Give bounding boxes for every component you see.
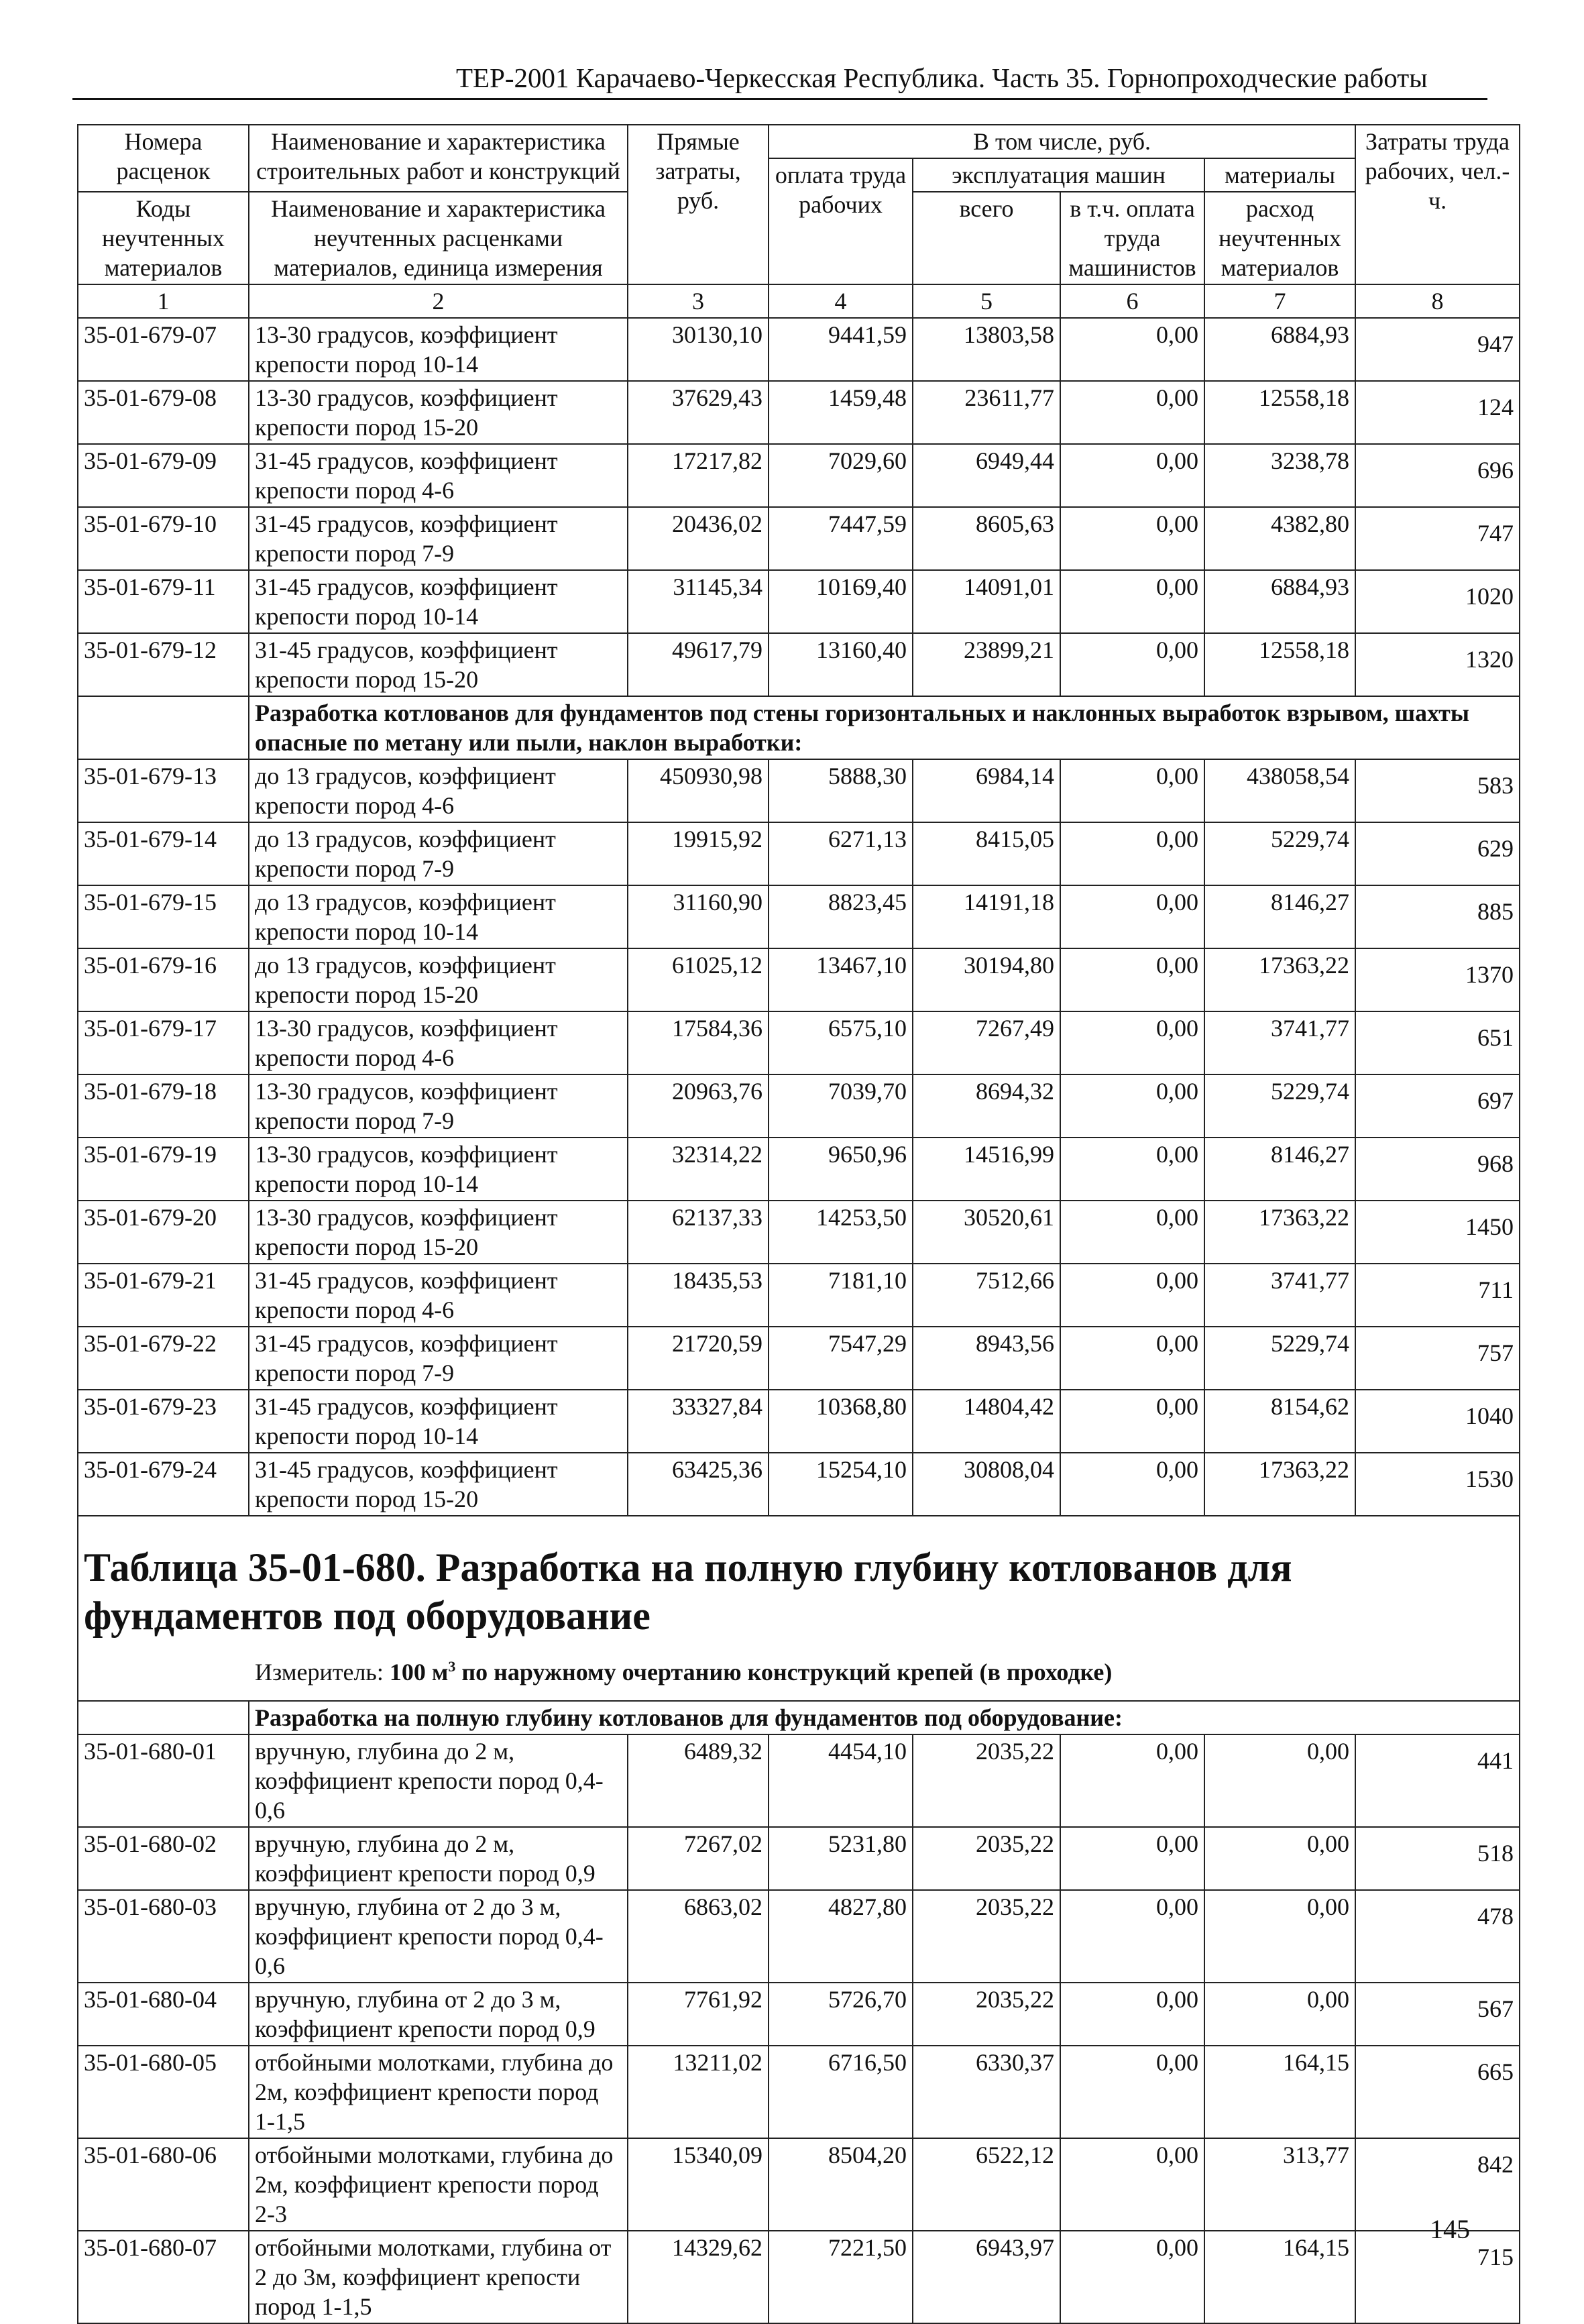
direct-costs: 450930,98 (628, 759, 769, 822)
rows-group-b (78, 759, 1520, 1516)
materials-cost: 6884,93 (1204, 318, 1355, 381)
machines-total: 6522,12 (913, 2138, 1060, 2231)
price-table (77, 124, 1520, 2324)
measure-label: Измеритель: (255, 1659, 384, 1685)
labor-hours: 665 (1355, 2046, 1520, 2138)
section-heading: Разработка котлованов для фундаментов под стены горизонтальных и наклонных выработок взрывом, шахты опасные по метану или пыли, наклон выработки: (249, 696, 1520, 759)
direct-costs: 21720,59 (628, 1327, 769, 1390)
labor-hours: 1530 (1355, 1453, 1520, 1516)
labor-pay: 8504,20 (769, 2138, 913, 2231)
rate-code: 35-01-680-06 (78, 2138, 249, 2231)
labor-pay: 7039,70 (769, 1074, 913, 1138)
labor-pay: 13160,40 (769, 633, 913, 696)
machines-labor-pay: 0,00 (1060, 885, 1204, 948)
column-index-row (78, 284, 1520, 318)
work-description: 13-30 градусов, коэффициент крепости пород 10-14 (249, 1138, 628, 1201)
work-description: 13-30 градусов, коэффициент крепости пород 15-20 (249, 381, 628, 444)
measure-description: по наружному очертанию конструкций крепей (в проходке) (461, 1659, 1113, 1685)
labor-hours: 1040 (1355, 1390, 1520, 1453)
rate-code: 35-01-680-01 (78, 1734, 249, 1827)
machines-total: 13803,58 (913, 318, 1060, 381)
labor-pay: 7029,60 (769, 444, 913, 507)
labor-hours: 1450 (1355, 1201, 1520, 1264)
materials-cost: 3741,77 (1204, 1011, 1355, 1074)
rows-group-c (78, 1734, 1520, 2323)
direct-costs: 13211,02 (628, 2046, 769, 2138)
rate-code: 35-01-679-12 (78, 633, 249, 696)
machines-total: 7267,49 (913, 1011, 1060, 1074)
materials-cost: 5229,74 (1204, 1327, 1355, 1390)
labor-hours: 124 (1355, 381, 1520, 444)
labor-pay: 5726,70 (769, 1983, 913, 2046)
table-row (78, 2231, 1520, 2323)
machines-labor-pay: 0,00 (1060, 1138, 1204, 1201)
machines-labor-pay: 0,00 (1060, 1011, 1204, 1074)
materials-cost: 4382,80 (1204, 507, 1355, 570)
labor-hours: 651 (1355, 1011, 1520, 1074)
machines-total: 6984,14 (913, 759, 1060, 822)
rate-code: 35-01-679-22 (78, 1327, 249, 1390)
machines-labor-pay: 0,00 (1060, 948, 1204, 1011)
table-row (78, 1011, 1520, 1074)
rate-code: 35-01-680-05 (78, 2046, 249, 2138)
materials-cost: 164,15 (1204, 2046, 1355, 2138)
machines-labor-pay: 0,00 (1060, 444, 1204, 507)
labor-hours: 583 (1355, 759, 1520, 822)
table-row (78, 1827, 1520, 1890)
column-index: 4 (769, 284, 913, 318)
machines-labor-pay: 0,00 (1060, 318, 1204, 381)
table-row (78, 885, 1520, 948)
direct-costs: 6489,32 (628, 1734, 769, 1827)
machines-total: 23611,77 (913, 381, 1060, 444)
machines-labor-pay: 0,00 (1060, 1734, 1204, 1827)
machines-labor-pay: 0,00 (1060, 1201, 1204, 1264)
machines-labor-pay: 0,00 (1060, 2231, 1204, 2323)
machines-total: 8415,05 (913, 822, 1060, 885)
machines-total: 30520,61 (913, 1201, 1060, 1264)
direct-costs: 14329,62 (628, 2231, 769, 2323)
labor-hours: 715 (1355, 2231, 1520, 2323)
work-description: 31-45 градусов, коэффициент крепости пород 10-14 (249, 1390, 628, 1453)
table-row (78, 1390, 1520, 1453)
work-description: отбойными молотками, глубина от 2 до 3м, коэффициент крепости пород 1-1,5 (249, 2231, 628, 2323)
machines-total: 30808,04 (913, 1453, 1060, 1516)
work-description: до 13 градусов, коэффициент крепости пород 4-6 (249, 759, 628, 822)
machines-total: 2035,22 (913, 1734, 1060, 1827)
machines-total: 7512,66 (913, 1264, 1060, 1327)
direct-costs: 61025,12 (628, 948, 769, 1011)
table-row (78, 1201, 1520, 1264)
col-machines-total: всего (913, 192, 1060, 284)
labor-pay: 14253,50 (769, 1201, 913, 1264)
labor-pay: 5888,30 (769, 759, 913, 822)
labor-pay: 9650,96 (769, 1138, 913, 1201)
direct-costs: 7761,92 (628, 1983, 769, 2046)
labor-pay: 6716,50 (769, 2046, 913, 2138)
materials-cost: 12558,18 (1204, 381, 1355, 444)
table-row (78, 318, 1520, 381)
table-row (78, 948, 1520, 1011)
materials-cost: 0,00 (1204, 1827, 1355, 1890)
labor-hours: 842 (1355, 2138, 1520, 2231)
table-680-heading (78, 1516, 1520, 1734)
running-header: ТЕР-2001 Карачаево-Черкесская Республика. Часть 35. Горнопроходческие работы (456, 62, 1428, 93)
table-row (78, 1983, 1520, 2046)
direct-costs: 37629,43 (628, 381, 769, 444)
labor-hours: 441 (1355, 1734, 1520, 1827)
rate-code: 35-01-679-07 (78, 318, 249, 381)
column-index: 3 (628, 284, 769, 318)
machines-labor-pay: 0,00 (1060, 1983, 1204, 2046)
header-rule (72, 98, 1487, 100)
rate-code: 35-01-680-02 (78, 1827, 249, 1890)
direct-costs: 63425,36 (628, 1453, 769, 1516)
labor-pay: 4454,10 (769, 1734, 913, 1827)
labor-hours: 947 (1355, 318, 1520, 381)
materials-cost: 12558,18 (1204, 633, 1355, 696)
page-number: 145 (1430, 2214, 1470, 2244)
machines-total: 2035,22 (913, 1827, 1060, 1890)
col-name-top: Наименование и характеристика строительных работ и конструкций (249, 125, 628, 192)
machines-total: 14516,99 (913, 1138, 1060, 1201)
labor-hours: 697 (1355, 1074, 1520, 1138)
materials-cost: 3741,77 (1204, 1264, 1355, 1327)
column-index: 6 (1060, 284, 1204, 318)
labor-pay: 10169,40 (769, 570, 913, 633)
labor-hours: 567 (1355, 1983, 1520, 2046)
labor-pay: 4827,80 (769, 1890, 913, 1983)
machines-labor-pay: 0,00 (1060, 822, 1204, 885)
machines-total: 2035,22 (913, 1983, 1060, 2046)
materials-cost: 0,00 (1204, 1983, 1355, 2046)
materials-cost: 164,15 (1204, 2231, 1355, 2323)
labor-hours: 478 (1355, 1890, 1520, 1983)
labor-hours: 1020 (1355, 570, 1520, 633)
table-row (78, 1734, 1520, 1827)
measure-unit (84, 1652, 1514, 1687)
machines-total: 30194,80 (913, 948, 1060, 1011)
labor-pay: 7547,29 (769, 1327, 913, 1390)
machines-total: 14191,18 (913, 885, 1060, 948)
table-row (78, 507, 1520, 570)
work-description: 31-45 градусов, коэффициент крепости пород 15-20 (249, 633, 628, 696)
direct-costs: 17584,36 (628, 1011, 769, 1074)
table-row (78, 822, 1520, 885)
col-materials: материалы (1204, 158, 1355, 192)
labor-pay: 13467,10 (769, 948, 913, 1011)
materials-cost: 313,77 (1204, 2138, 1355, 2231)
rate-code: 35-01-679-14 (78, 822, 249, 885)
measure-sup: 3 (448, 1658, 456, 1675)
col-labor-pay: оплата труда рабочих (769, 158, 913, 284)
rate-code: 35-01-679-17 (78, 1011, 249, 1074)
table-row (78, 633, 1520, 696)
materials-cost: 5229,74 (1204, 1074, 1355, 1138)
machines-labor-pay: 0,00 (1060, 1074, 1204, 1138)
table-row (78, 444, 1520, 507)
rate-code: 35-01-679-24 (78, 1453, 249, 1516)
rate-code: 35-01-679-11 (78, 570, 249, 633)
labor-hours: 518 (1355, 1827, 1520, 1890)
rate-code: 35-01-680-04 (78, 1983, 249, 2046)
work-description: 31-45 градусов, коэффициент крепости пород 4-6 (249, 1264, 628, 1327)
machines-total: 6330,37 (913, 2046, 1060, 2138)
direct-costs: 62137,33 (628, 1201, 769, 1264)
machines-total: 2035,22 (913, 1890, 1060, 1983)
column-index: 8 (1355, 284, 1520, 318)
work-description: 13-30 градусов, коэффициент крепости пород 10-14 (249, 318, 628, 381)
labor-hours: 1320 (1355, 633, 1520, 696)
labor-pay: 7447,59 (769, 507, 913, 570)
materials-cost: 438058,54 (1204, 759, 1355, 822)
materials-cost: 17363,22 (1204, 1453, 1355, 1516)
col-machines: эксплуатация машин (913, 158, 1204, 192)
work-description: 31-45 градусов, коэффициент крепости пород 10-14 (249, 570, 628, 633)
labor-hours: 757 (1355, 1327, 1520, 1390)
direct-costs: 19915,92 (628, 822, 769, 885)
measure-value: 100 м (389, 1659, 449, 1685)
direct-costs: 33327,84 (628, 1390, 769, 1453)
work-description: 31-45 градусов, коэффициент крепости пород 7-9 (249, 1327, 628, 1390)
table-row (78, 570, 1520, 633)
work-description: 13-30 градусов, коэффициент крепости пород 15-20 (249, 1201, 628, 1264)
work-description: до 13 градусов, коэффициент крепости пород 10-14 (249, 885, 628, 948)
direct-costs: 32314,22 (628, 1138, 769, 1201)
machines-labor-pay: 0,00 (1060, 2046, 1204, 2138)
work-description: вручную, глубина до 2 м, коэффициент крепости пород 0,4-0,6 (249, 1734, 628, 1827)
table-row (78, 2046, 1520, 2138)
direct-costs: 6863,02 (628, 1890, 769, 1983)
col-direct: Прямые затраты, руб. (628, 125, 769, 284)
col-machines-labor: в т.ч. оплата труда машинистов (1060, 192, 1204, 284)
machines-labor-pay: 0,00 (1060, 1453, 1204, 1516)
col-code-top: Номера расценок (78, 125, 249, 192)
column-index: 2 (249, 284, 628, 318)
materials-cost: 5229,74 (1204, 822, 1355, 885)
section-heading: Разработка на полную глубину котлованов для фундаментов под оборудование: (249, 1701, 1520, 1734)
table-row (78, 1264, 1520, 1327)
work-description: отбойными молотками, глубина до 2м, коэффициент крепости пород 1-1,5 (249, 2046, 628, 2138)
table-row (78, 1890, 1520, 1983)
column-index: 5 (913, 284, 1060, 318)
machines-labor-pay: 0,00 (1060, 1890, 1204, 1983)
rate-code: 35-01-679-19 (78, 1138, 249, 1201)
machines-labor-pay: 0,00 (1060, 1390, 1204, 1453)
machines-total: 6943,97 (913, 2231, 1060, 2323)
column-index: 1 (78, 284, 249, 318)
materials-cost: 17363,22 (1204, 1201, 1355, 1264)
work-description: отбойными молотками, глубина до 2м, коэффициент крепости пород 2-3 (249, 2138, 628, 2231)
work-description: 31-45 градусов, коэффициент крепости пород 7-9 (249, 507, 628, 570)
rate-code: 35-01-679-16 (78, 948, 249, 1011)
materials-cost: 8146,27 (1204, 885, 1355, 948)
rate-code: 35-01-679-18 (78, 1074, 249, 1138)
column-index: 7 (1204, 284, 1355, 318)
table-row (78, 1138, 1520, 1201)
rate-code: 35-01-679-10 (78, 507, 249, 570)
machines-labor-pay: 0,00 (1060, 1827, 1204, 1890)
work-description: 31-45 градусов, коэффициент крепости пород 15-20 (249, 1453, 628, 1516)
machines-total: 14804,42 (913, 1390, 1060, 1453)
direct-costs: 31160,90 (628, 885, 769, 948)
materials-cost: 17363,22 (1204, 948, 1355, 1011)
labor-pay: 1459,48 (769, 381, 913, 444)
direct-costs: 20436,02 (628, 507, 769, 570)
materials-cost: 8154,62 (1204, 1390, 1355, 1453)
work-description: до 13 градусов, коэффициент крепости пород 15-20 (249, 948, 628, 1011)
table-row (78, 2138, 1520, 2231)
rate-code: 35-01-679-13 (78, 759, 249, 822)
rate-code: 35-01-679-08 (78, 381, 249, 444)
table-row (78, 759, 1520, 822)
materials-cost: 6884,93 (1204, 570, 1355, 633)
col-code-bottom: Коды неучтенных материалов (78, 192, 249, 284)
direct-costs: 17217,82 (628, 444, 769, 507)
labor-pay: 7221,50 (769, 2231, 913, 2323)
labor-pay: 5231,80 (769, 1827, 913, 1890)
labor-hours: 968 (1355, 1138, 1520, 1201)
materials-cost: 0,00 (1204, 1890, 1355, 1983)
work-description: вручную, глубина от 2 до 3 м, коэффициент крепости пород 0,9 (249, 1983, 628, 2046)
direct-costs: 31145,34 (628, 570, 769, 633)
labor-hours: 696 (1355, 444, 1520, 507)
machines-labor-pay: 0,00 (1060, 381, 1204, 444)
machines-total: 8605,63 (913, 507, 1060, 570)
materials-cost: 3238,78 (1204, 444, 1355, 507)
machines-total: 23899,21 (913, 633, 1060, 696)
machines-labor-pay: 0,00 (1060, 759, 1204, 822)
labor-hours: 629 (1355, 822, 1520, 885)
labor-pay: 9441,59 (769, 318, 913, 381)
price-table-container (77, 124, 1519, 2324)
machines-total: 14091,01 (913, 570, 1060, 633)
labor-pay: 10368,80 (769, 1390, 913, 1453)
machines-labor-pay: 0,00 (1060, 507, 1204, 570)
machines-labor-pay: 0,00 (1060, 2138, 1204, 2231)
work-description: вручную, глубина до 2 м, коэффициент крепости пород 0,9 (249, 1827, 628, 1890)
labor-hours: 747 (1355, 507, 1520, 570)
table-row (78, 1327, 1520, 1390)
rate-code: 35-01-679-21 (78, 1264, 249, 1327)
table-row (78, 381, 1520, 444)
col-name-bottom: Наименование и характеристика неучтенных расценками материалов, единица измерения (249, 192, 628, 284)
work-description: до 13 градусов, коэффициент крепости пород 7-9 (249, 822, 628, 885)
col-labor: Затраты труда рабочих, чел.-ч. (1355, 125, 1520, 284)
materials-cost: 0,00 (1204, 1734, 1355, 1827)
rate-code: 35-01-679-20 (78, 1201, 249, 1264)
col-incl: В том числе, руб. (769, 125, 1355, 158)
col-materials-unaccounted: расход неучтенных материалов (1204, 192, 1355, 284)
machines-labor-pay: 0,00 (1060, 570, 1204, 633)
machines-total: 6949,44 (913, 444, 1060, 507)
machines-labor-pay: 0,00 (1060, 1327, 1204, 1390)
machines-labor-pay: 0,00 (1060, 1264, 1204, 1327)
labor-pay: 15254,10 (769, 1453, 913, 1516)
direct-costs: 30130,10 (628, 318, 769, 381)
table-row (78, 1074, 1520, 1138)
labor-hours: 1370 (1355, 948, 1520, 1011)
direct-costs: 20963,76 (628, 1074, 769, 1138)
work-description: 13-30 градусов, коэффициент крепости пород 7-9 (249, 1074, 628, 1138)
direct-costs: 15340,09 (628, 2138, 769, 2231)
section-b (78, 696, 1520, 759)
rate-code: 35-01-680-03 (78, 1890, 249, 1983)
labor-pay: 8823,45 (769, 885, 913, 948)
work-description: 13-30 градусов, коэффициент крепости пород 4-6 (249, 1011, 628, 1074)
table-title: Таблица 35-01-680. Разработка на полную глубину котлованов для фундаментов под оборудование (84, 1545, 1292, 1638)
work-description: вручную, глубина от 2 до 3 м, коэффициент крепости пород 0,4-0,6 (249, 1890, 628, 1983)
table-row (78, 1453, 1520, 1516)
labor-pay: 7181,10 (769, 1264, 913, 1327)
direct-costs: 18435,53 (628, 1264, 769, 1327)
rate-code: 35-01-679-15 (78, 885, 249, 948)
table-header (78, 125, 1520, 318)
materials-cost: 8146,27 (1204, 1138, 1355, 1201)
direct-costs: 7267,02 (628, 1827, 769, 1890)
machines-total: 8694,32 (913, 1074, 1060, 1138)
labor-hours: 711 (1355, 1264, 1520, 1327)
rate-code: 35-01-679-09 (78, 444, 249, 507)
rate-code: 35-01-680-07 (78, 2231, 249, 2323)
labor-pay: 6271,13 (769, 822, 913, 885)
rows-group-a (78, 318, 1520, 696)
machines-total: 8943,56 (913, 1327, 1060, 1390)
work-description: 31-45 градусов, коэффициент крепости пород 4-6 (249, 444, 628, 507)
labor-pay: 6575,10 (769, 1011, 913, 1074)
direct-costs: 49617,79 (628, 633, 769, 696)
labor-hours: 885 (1355, 885, 1520, 948)
machines-labor-pay: 0,00 (1060, 633, 1204, 696)
rate-code: 35-01-679-23 (78, 1390, 249, 1453)
